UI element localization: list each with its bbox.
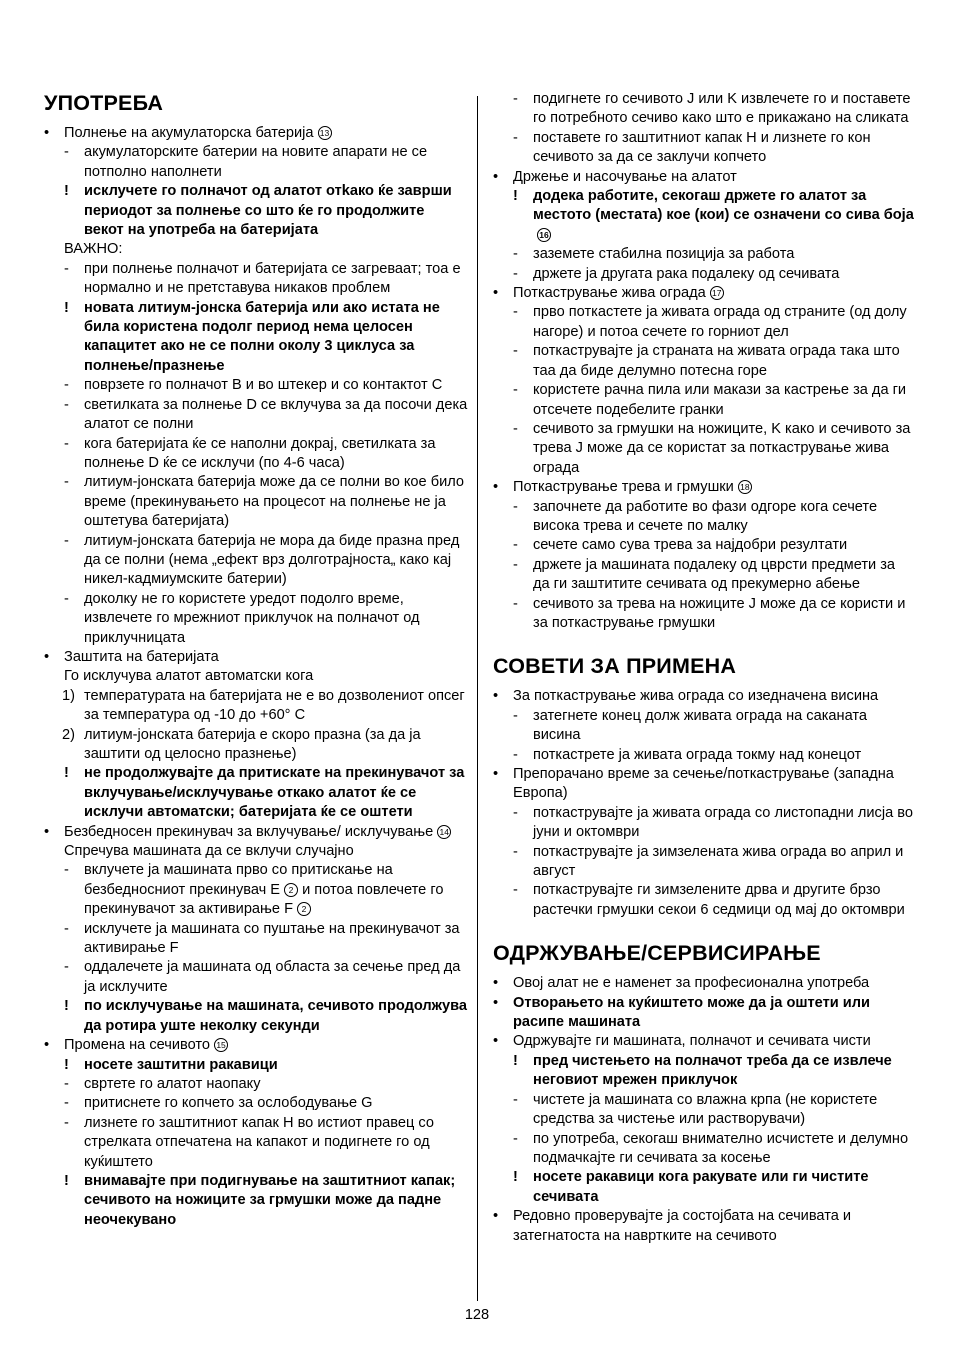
dash-item xyxy=(489,245,914,264)
bullet-item xyxy=(40,648,468,667)
circled-figure-number: 14 xyxy=(437,825,451,839)
item-text xyxy=(84,183,452,238)
text: сечивото за трева на ножиците J може да се користи и за поткастрување грмушки xyxy=(533,595,906,631)
text: додека работите, секогаш држете го алатот за местото (местата) кое (кои) се означени со сива боја xyxy=(533,188,914,224)
bullet-mark: • xyxy=(493,168,499,185)
item-text xyxy=(533,1131,908,1166)
text: поврзете го полначот B и во штекер и со контактот C xyxy=(84,377,443,394)
dash-item xyxy=(40,396,468,435)
bullet-mark: • xyxy=(493,479,499,496)
item-text xyxy=(84,862,443,917)
text: затегнете конец долж живата ограда на саканата висина xyxy=(533,707,868,744)
bullet-mark: - xyxy=(513,556,518,573)
item-text xyxy=(513,766,894,801)
text: Отворањето на куќиштето може да ја оштети или расипе машината xyxy=(513,994,870,1031)
text: поставете го заштитниот капак H и лизнете го кон сечивото за да се заклучи копчето xyxy=(533,129,871,166)
bullet-item xyxy=(489,284,914,303)
item-text xyxy=(84,727,421,762)
bullet-mark: - xyxy=(513,304,518,321)
dash-item xyxy=(489,746,914,765)
bullet-mark: - xyxy=(64,862,69,879)
text: и потоа повлечете го прекинувачот за активирање F xyxy=(84,881,444,918)
item-text xyxy=(533,805,913,840)
item-text xyxy=(84,261,461,296)
bullet-mark: - xyxy=(513,420,518,437)
item-text xyxy=(533,537,847,553)
dash-item xyxy=(489,556,914,595)
item-text xyxy=(84,1095,372,1111)
bullet-mark: - xyxy=(64,144,69,161)
text: Заштита на батеријата xyxy=(64,648,219,665)
circled-figure-number: 17 xyxy=(710,286,724,300)
dash-item xyxy=(40,1114,468,1172)
section xyxy=(489,90,914,633)
text: користете рачна пила или макази за кастрење за да ги отсечете подебелите гранки xyxy=(533,382,907,418)
text: оддалечете ја машината од областа за сечење пред да ја исклучите xyxy=(84,959,461,995)
text: држете ја другата рака подалеку од сечивата xyxy=(533,265,840,282)
bullet-mark: - xyxy=(64,1114,69,1131)
dash-item xyxy=(40,590,468,648)
page-number: 128 xyxy=(464,1307,490,1323)
item-text xyxy=(533,596,905,631)
text: Овој алат не е наменет за професионална употреба xyxy=(513,975,870,992)
bullet-mark: - xyxy=(513,1091,518,1108)
bullet-item xyxy=(489,1207,914,1246)
bullet-item xyxy=(489,478,914,497)
circled-figure-number: 2 xyxy=(297,902,311,916)
item-text xyxy=(64,1037,228,1053)
warning-mark: ! xyxy=(64,1056,69,1073)
item-text xyxy=(533,708,867,743)
dash-item xyxy=(40,532,468,590)
dash-item xyxy=(489,303,914,342)
bullet-mark: - xyxy=(513,91,518,107)
dash-item xyxy=(40,861,468,919)
dash-item xyxy=(40,920,468,959)
dash-item xyxy=(489,1130,914,1169)
warning-item xyxy=(40,1056,468,1075)
text: доколку не го користете уредот подолго време, извлечете го мрежниот приклучок на полначот од приклучницата xyxy=(84,590,420,646)
bullet-mark: • xyxy=(493,994,499,1011)
text: при полнење полначот и батеријата се загреваат; тоа е нормално и не претставува никаков проблем xyxy=(84,260,461,297)
dash-item xyxy=(489,420,914,478)
text: ВАЖНО: xyxy=(64,241,123,258)
dash-item xyxy=(489,342,914,381)
item-text xyxy=(513,479,752,495)
dash-item xyxy=(40,958,468,997)
item-text xyxy=(64,125,332,141)
bullet-mark: - xyxy=(64,532,69,549)
bullet-mark: • xyxy=(44,1037,50,1054)
text: поткаструвајте ја страната на живата ограда така што таа да биде делумно потесна горе xyxy=(533,343,900,379)
text: по употреба, секогаш внимателно исчистете и делумно подмачкајте ги сечивата за косење xyxy=(533,1130,909,1166)
item-text xyxy=(84,533,459,588)
bullet-mark: - xyxy=(64,377,69,394)
bullet-mark: - xyxy=(64,260,69,277)
item-text xyxy=(533,557,895,592)
text: подигнете го сечивото J или K извлечете го и поставете го потребното сечиво како што е прикажано на сликата xyxy=(533,91,911,127)
warning-mark: ! xyxy=(64,299,69,316)
bullet-mark: - xyxy=(513,746,518,763)
item-text xyxy=(64,241,122,257)
text: новата литиум-јонска батерија или ако истата не била користена подолг период нема целосен капацитет ако не се полни околу 3 циклуса за полнење/празнење xyxy=(84,299,440,374)
bullet-mark: • xyxy=(44,648,50,665)
text: Поткастрување жива ограда xyxy=(513,285,706,302)
text: носете ракавици кога ракувате или ги чистите сечивата xyxy=(533,1169,869,1205)
dash-item xyxy=(489,881,914,920)
item-text xyxy=(84,765,464,820)
item-text xyxy=(533,747,861,763)
item-text xyxy=(84,144,427,179)
item-text xyxy=(84,436,435,471)
text: литиум-јонската батерија може да се полни во кое било време (прекинувањето на процесот на полнење не ја оштетува батеријата) xyxy=(84,474,465,530)
bullet-mark: • xyxy=(44,823,50,840)
item-text xyxy=(533,882,905,917)
item-text xyxy=(513,995,870,1030)
item-number: 1) xyxy=(62,687,75,704)
text: Промена на сечивото xyxy=(64,1037,211,1054)
warning-item xyxy=(40,764,468,822)
warning-mark: ! xyxy=(64,765,69,782)
text: литиум-јонската батерија е скоро празна (за да ја заштити од целосно празнење) xyxy=(84,726,421,762)
dash-item xyxy=(489,843,914,882)
numbered-item xyxy=(40,687,468,726)
column-divider xyxy=(477,96,478,1301)
section xyxy=(489,653,914,920)
text: литиум-јонската батерија не мора да биде празна пред да се полни (нема „ефект врз долготрајноста„ како кај никел-кадмиумските батерии) xyxy=(84,532,460,588)
item-text xyxy=(533,499,877,534)
item-text xyxy=(513,169,737,185)
warning-item xyxy=(489,1052,914,1091)
bullet-mark: - xyxy=(64,1075,69,1092)
item-text xyxy=(64,824,451,840)
bullet-mark: - xyxy=(64,920,69,937)
warning-item xyxy=(40,997,468,1036)
dash-item xyxy=(40,1075,468,1094)
item-text xyxy=(84,1076,261,1092)
warning-mark: ! xyxy=(64,998,69,1015)
text: Полнење на акумулаторска батерија xyxy=(64,125,314,141)
section-heading: ОДРЖУВАЊЕ/СЕРВИСИРАЊЕ xyxy=(493,941,821,966)
bullet-mark: • xyxy=(493,975,499,992)
circled-figure-number: 18 xyxy=(738,480,752,494)
text: започнете да работите во фази одгоре кога сечете висока трева и сечете по малку xyxy=(533,498,878,534)
text: Препорачано време за сечење/поткастрување (западна Европа) xyxy=(513,766,894,802)
text: Поткастрување трева и грмушки xyxy=(513,479,734,496)
item-text xyxy=(84,377,442,393)
dash-item xyxy=(40,435,468,474)
item-text xyxy=(533,130,871,165)
item-text xyxy=(533,844,903,879)
text: прво поткастете ја живата ограда од страните (од долу нагоре) и потоа сечете го горниот дел xyxy=(533,304,907,340)
text: лизнете го заштитниот капак H во истиот правец со стрелката отпечатена на капакот и подигнете го од куќиштето xyxy=(84,1114,434,1170)
text: Држење и насочување на алатот xyxy=(513,168,737,185)
dash-item xyxy=(489,707,914,746)
text: вклучете ја машината прво со притискање на безбедносниот прекинувач E xyxy=(84,862,393,898)
text: по исклучување на машината, сечивото продолжува да ротира уште неколку секунди xyxy=(84,998,468,1034)
item-text xyxy=(533,1169,869,1204)
item-text xyxy=(84,1173,455,1228)
dash-item xyxy=(489,804,914,843)
text: кога батеријата ќе се наполни докрај, светилката за полнење D ќе се исклучи (по 4-6 часа) xyxy=(84,435,436,471)
item-text xyxy=(84,474,464,529)
dash-item xyxy=(489,1091,914,1130)
item-text xyxy=(533,382,906,417)
item-number: 2) xyxy=(62,726,75,743)
numbered-item xyxy=(40,726,468,765)
warning-mark: ! xyxy=(513,1169,518,1186)
circled-figure-number: 13 xyxy=(318,126,332,140)
right-column xyxy=(489,90,914,1266)
item-text xyxy=(513,975,869,991)
item-text xyxy=(513,688,878,704)
warning-mark: ! xyxy=(64,183,69,200)
item-text xyxy=(533,421,910,476)
text: исклучете ја машината со пуштање на прекинувачот за активирање F xyxy=(84,920,460,957)
item-text xyxy=(533,246,794,262)
warning-item xyxy=(40,299,468,377)
section xyxy=(40,90,468,1230)
bullet-mark: - xyxy=(513,382,518,399)
item-text xyxy=(84,959,460,994)
item-text xyxy=(64,649,219,665)
text: Спречува машината да се вклучи случајно xyxy=(64,843,354,860)
text: носете заштитни ракавици xyxy=(84,1056,278,1073)
text: светилката за полнење D се вклучува за да посочи дека алатот се полни xyxy=(84,396,468,433)
dash-item xyxy=(489,536,914,555)
bullet-item xyxy=(489,168,914,187)
bullet-mark: - xyxy=(513,707,518,724)
item-text xyxy=(533,1053,892,1088)
bullet-mark: - xyxy=(513,843,518,860)
warning-item xyxy=(40,1172,468,1230)
bullet-mark: • xyxy=(493,766,499,782)
dash-item xyxy=(40,143,468,182)
warning-mark: ! xyxy=(513,1052,518,1069)
text: поткаструвајте ја живата ограда со листопадни лисја во јуни и октомври xyxy=(533,804,913,841)
item-text xyxy=(533,266,839,282)
bullet-mark: - xyxy=(64,474,69,491)
bullet-mark: - xyxy=(513,537,518,554)
text: свртете го алатот наопаку xyxy=(84,1075,261,1092)
bullet-mark: - xyxy=(64,959,69,976)
item-text xyxy=(84,998,467,1033)
paragraph xyxy=(40,842,468,861)
bullet-mark: - xyxy=(513,595,518,612)
item-text xyxy=(533,91,911,126)
item-text xyxy=(84,688,465,723)
bullet-mark: - xyxy=(513,882,518,899)
bullet-mark: - xyxy=(513,343,518,360)
text: За поткастрување жива ограда со изедначена висина xyxy=(513,688,879,705)
bullet-item xyxy=(489,994,914,1033)
text: Редовно проверувајте ја состојбата на сечивата и затегнатоста на навртките на сечивото xyxy=(513,1208,852,1244)
bullet-mark: • xyxy=(493,688,499,705)
bullet-mark: - xyxy=(64,590,69,607)
text: поткаструвајте ја зимзелената жива ограда во април и август xyxy=(533,843,904,880)
item-text xyxy=(84,591,420,646)
bullet-mark: - xyxy=(64,396,69,413)
dash-item xyxy=(489,265,914,284)
bullet-item xyxy=(489,974,914,993)
bullet-mark: - xyxy=(513,246,518,263)
dash-item xyxy=(40,260,468,299)
bullet-mark: - xyxy=(64,1095,69,1112)
bullet-mark: • xyxy=(493,1033,499,1050)
text: внимавајте при подигнување на заштитниот капак; сечивото на ножиците за грмушки може да падне неочекувано xyxy=(84,1172,456,1228)
item-text xyxy=(84,397,467,432)
text: сечивото за грмушки на ножиците, K како и сечивото за трева J може да се користат за поткастрување жива ограда xyxy=(533,420,911,476)
section-heading: УПОТРЕБА xyxy=(44,91,164,115)
item-text xyxy=(84,921,460,956)
warning-mark: ! xyxy=(64,1172,69,1189)
bullet-mark: - xyxy=(513,129,518,146)
bullet-mark: - xyxy=(513,804,518,821)
warning-item xyxy=(489,1168,914,1207)
paragraph xyxy=(40,240,468,259)
item-text xyxy=(533,188,914,243)
left-column xyxy=(40,90,468,1250)
text: притиснете го копчето за ослободување G xyxy=(84,1095,373,1112)
item-text xyxy=(513,1208,851,1243)
bullet-item xyxy=(489,765,914,804)
text: сечете само сува трева за најдобри резултати xyxy=(533,537,848,554)
item-text xyxy=(84,1115,434,1170)
bullet-mark: - xyxy=(513,1130,518,1147)
warning-mark: ! xyxy=(513,188,518,205)
bullet-mark: • xyxy=(493,285,499,302)
text: исклучете го полначот од алатот отkако ќе заврши периодот за полнење со што ќе го продолжите векот на употреба на батеријата xyxy=(84,183,452,239)
text: заземете стабилна позиција за работа xyxy=(533,246,795,263)
circled-figure-number: 16 xyxy=(537,228,551,242)
bullet-item xyxy=(40,823,468,842)
dash-item xyxy=(489,595,914,634)
item-text xyxy=(533,1092,877,1127)
item-text xyxy=(533,343,900,378)
text: температурата на батеријата не е во дозволениот опсег за температура од -10 до +60° C xyxy=(84,687,465,724)
circled-figure-number: 2 xyxy=(284,883,298,897)
text: поткаструвајте ги зимзелените дрва и другите брзо растечки грмушки секои 6 седмици од мај до октомври xyxy=(533,882,905,918)
bullet-mark: • xyxy=(44,125,50,141)
dash-item xyxy=(489,381,914,420)
dash-item xyxy=(489,498,914,537)
circled-figure-number: 15 xyxy=(214,1038,228,1052)
dash-item xyxy=(40,1094,468,1113)
bullet-item xyxy=(40,1036,468,1055)
bullet-mark: - xyxy=(513,498,518,515)
text: поткастрете ја живата ограда токму над конецот xyxy=(533,746,862,763)
bullet-item xyxy=(489,1032,914,1051)
text: Безбедносен прекинувач за вклучување/ исклучување xyxy=(64,823,434,840)
item-text xyxy=(64,668,313,684)
dash-item xyxy=(40,376,468,395)
bullet-item xyxy=(489,687,914,706)
paragraph xyxy=(40,667,468,686)
dash-item xyxy=(489,129,914,168)
text: држете ја машината подалеку од цврсти предмети за да ги заштитите сечивата од прекумерно абење xyxy=(533,556,896,593)
bullet-mark: - xyxy=(513,265,518,282)
section-heading: СОВЕТИ ЗА ПРИМЕНА xyxy=(493,654,737,679)
item-text xyxy=(84,300,440,374)
dash-item xyxy=(40,473,468,531)
bullet-mark: - xyxy=(64,435,69,452)
item-text xyxy=(533,304,907,339)
text: не продолжувајте да притискате на прекинувачот за вклучување/исклучување откако алатот ќе се исклучи автоматски; батеријата ќе се оштети xyxy=(84,765,465,821)
item-text xyxy=(84,1057,278,1073)
section xyxy=(489,940,914,1246)
text: Го исклучува алатот автоматски кога xyxy=(64,668,314,685)
bullet-item xyxy=(40,124,468,143)
warning-item xyxy=(40,182,468,240)
text: акумулаторските батерии на новите апарати не се потполно наполнети xyxy=(84,144,428,180)
bullet-mark: • xyxy=(493,1208,499,1225)
item-text xyxy=(513,1033,871,1049)
item-text xyxy=(513,285,724,301)
warning-item xyxy=(489,187,914,245)
text: Одржувајте ги машината, полначот и сечивата чисти xyxy=(513,1033,871,1050)
text: чистете ја машината со влажна крпа (не користете средства за чистење или растворувачи) xyxy=(533,1091,878,1128)
text: пред чистењето на полначот треба да се извлече неговиот мрежен приклучок xyxy=(533,1052,892,1089)
item-text xyxy=(64,843,354,859)
dash-item xyxy=(489,90,914,129)
